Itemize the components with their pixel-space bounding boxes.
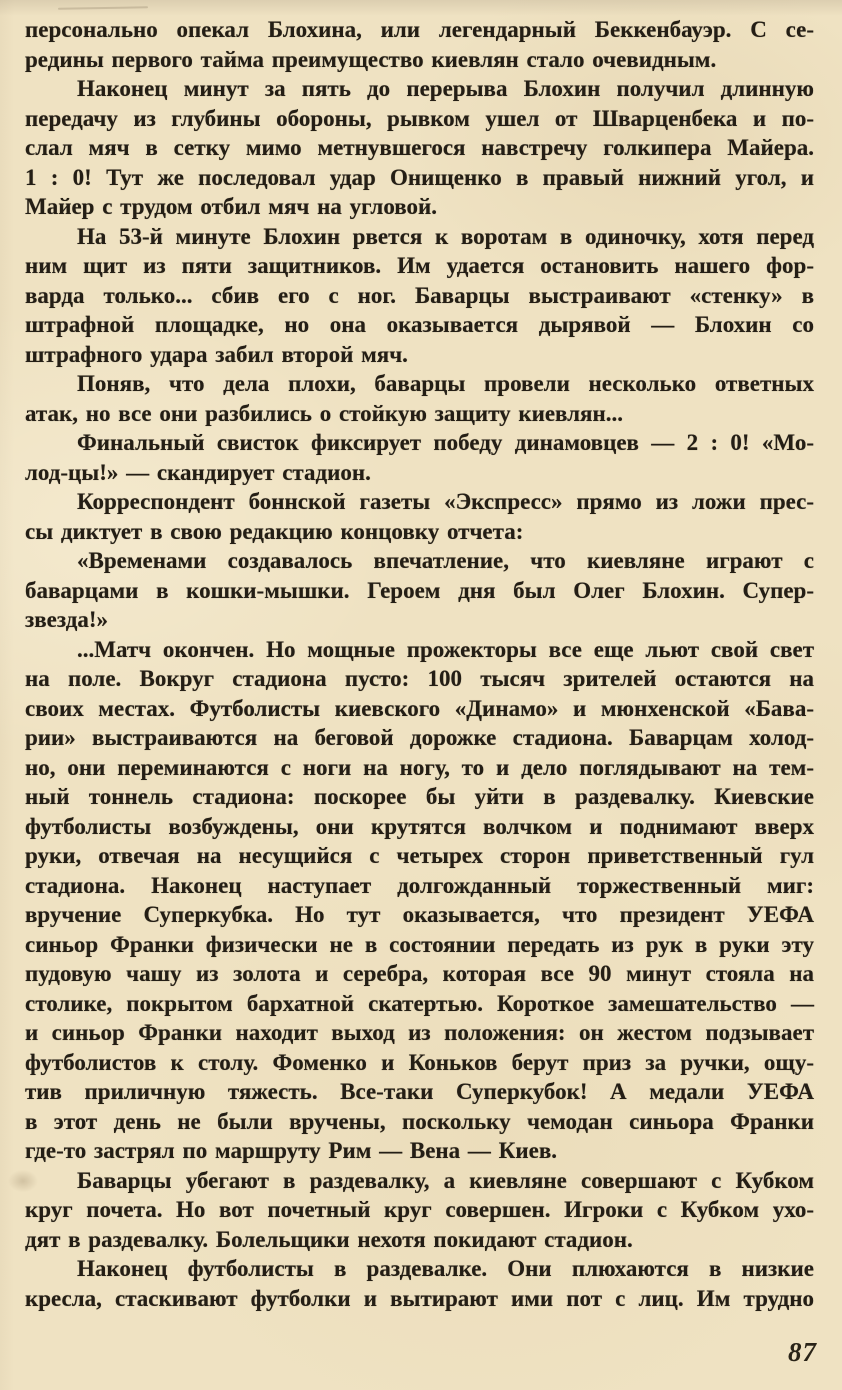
text-line: столике, покрытом бархатной скатертью. Короткое замешательство — <box>25 990 814 1016</box>
text-line: Корреспондент боннской газеты «Экспресс» прямо из ложи прес- <box>77 489 814 514</box>
text-line: тив приличную тяжесть. Все-таки Суперкубок! А медали УЕФА <box>25 1079 814 1104</box>
text-line: Поняв, что дела плохи, баварцы провели несколько ответных <box>77 371 814 396</box>
text-line: слал мяч в сетку мимо метнувшегося навстречу голкипера Майера. <box>25 135 814 160</box>
text-line: атак, но все они разбились о стойкую защиту киевлян... <box>25 400 623 426</box>
text-line: баварцами в кошки-мышки. Героем дня был Олег Блохин. Супер- <box>25 577 814 603</box>
text-line: футболистов к столу. Фоменко и Коньков берут приз за ручки, ощу- <box>25 1049 814 1075</box>
paper-crease <box>58 6 148 10</box>
text-line: в этот день не были вручены, поскольку чемодан синьора Франки <box>25 1108 814 1134</box>
text-line: кресла, стаскивают футболки и вытирают ими пот с лиц. Им трудно <box>25 1285 814 1311</box>
text-line: 1 : 0! Тут же последовал удар Онищенко в правый нижний угол, и <box>25 164 814 190</box>
text-line: рии» выстраиваются на беговой дорожке стадиона. Баварцам холод- <box>25 725 814 750</box>
text-line: дят в раздевалку. Болельщики нехотя покидают стадион. <box>25 1226 633 1252</box>
text-line: Майер с трудом отбил мяч на угловой. <box>25 194 438 219</box>
text-line: синьор Франки физически не в состоянии передать из рук в руки эту <box>25 931 814 957</box>
text-line: сы диктует в свою редакцию концовку отчета: <box>25 518 524 544</box>
text-line: персонально опекал Блохина, или легендарный Беккенбауэр. С се- <box>25 17 814 42</box>
text-line: Финальный свисток фиксирует победу динамовцев — 2 : 0! «Мо- <box>77 430 814 455</box>
text-line: звезда!» <box>25 607 108 632</box>
text-line: пудовую чашу из золота и серебра, которая все 90 минут стояла на <box>25 961 814 986</box>
text-line: Баварцы убегают в раздевалку, а киевляне совершают с Кубком <box>77 1167 814 1193</box>
text-line: варда только... сбив его с ног. Баварцы выстраивают «стенку» в <box>25 282 814 308</box>
paper-smudge <box>3 1166 43 1196</box>
text-line: лод-цы!» — скандирует стадион. <box>25 459 371 485</box>
text-line: штрафного удара забил второй мяч. <box>25 341 408 367</box>
text-line: но, они переминаются с ноги на ногу, то и дело поглядывают на тем- <box>25 754 814 780</box>
text-line: и синьор Франки находит выход из положения: он жестом подзывает <box>25 1020 814 1045</box>
text-line: «Временами создавалось впечатление, что киевляне играют с <box>77 548 814 573</box>
text-line: где-то застрял по маршруту Рим — Вена — Киев. <box>25 1138 557 1163</box>
text-line: футболисты возбуждены, они крутятся волчком и поднимают вверх <box>25 813 814 839</box>
text-line: вручение Суперкубка. Но тут оказывается, что президент УЕФА <box>25 902 814 927</box>
page-number: 87 <box>788 1337 817 1367</box>
text-line: ним щит из пяти защитников. Им удается остановить нашего фор- <box>25 253 814 278</box>
text-line: на поле. Вокруг стадиона пусто: 100 тысяч зрителей остаются на <box>25 666 814 691</box>
text-line: своих местах. Футболисты киевского «Динамо» и мюнхенской «Бава- <box>25 695 814 721</box>
text-line: На 53-й минуте Блохин рвется к воротам в одиночку, хотя перед <box>77 223 814 249</box>
text-line: ...Матч окончен. Но мощные прожекторы все еще льют свой свет <box>77 636 814 662</box>
text-line: редины первого тайма преимущество киевлян стало очевидным. <box>25 46 717 72</box>
page-text-block <box>25 15 814 1313</box>
text-line: Наконец футболисты в раздевалке. Они плюхаются в низкие <box>77 1256 814 1281</box>
text-line: ный тоннель стадиона: поскорее бы уйти в раздевалку. Киевские <box>25 784 814 809</box>
text-line: круг почета. Но вот почетный круг совершен. Игроки с Кубком ухо- <box>25 1197 814 1222</box>
text-line: штрафной площадке, но она оказывается дырявой — Блохин со <box>25 312 814 337</box>
text-line: руки, отвечая на несущийся с четырех сторон приветственный гул <box>25 843 814 868</box>
text-line: передачу из глубины обороны, рывком ушел от Шварценбека и по- <box>25 105 814 131</box>
text-line: стадиона. Наконец наступает долгожданный торжественный миг: <box>25 872 814 898</box>
text-line: Наконец минут за пять до перерыва Блохин получил длинную <box>77 76 814 101</box>
